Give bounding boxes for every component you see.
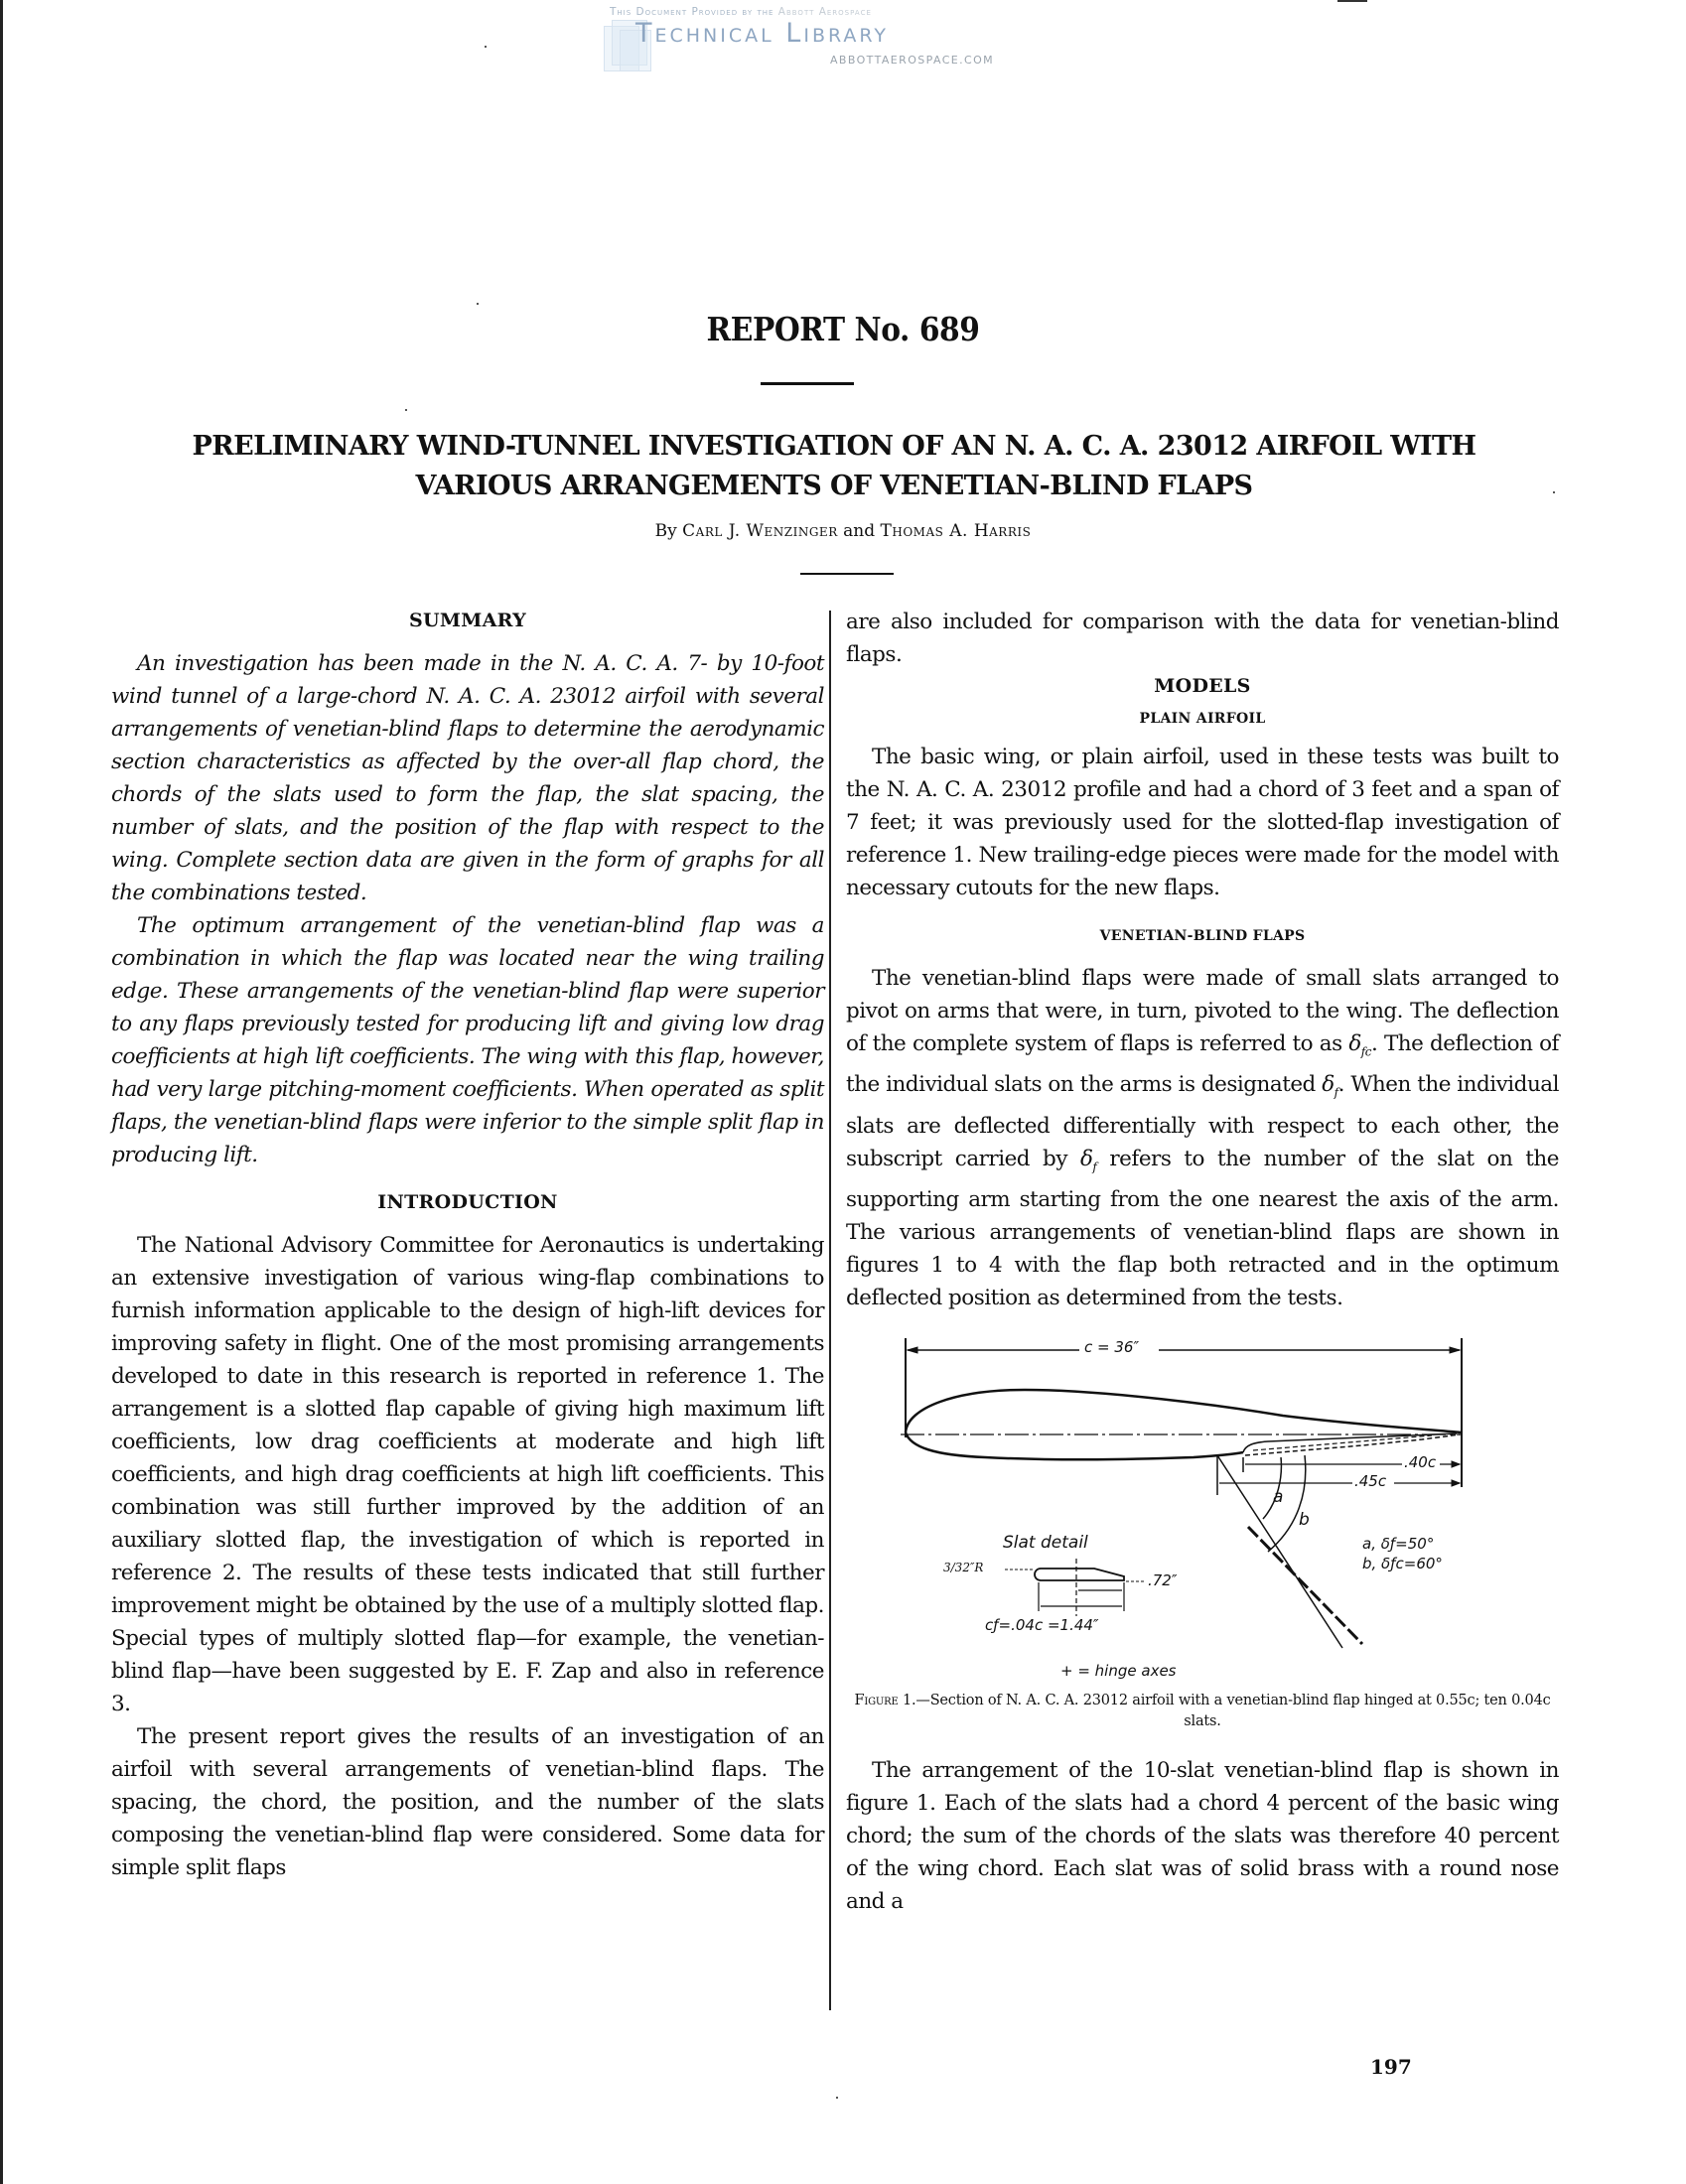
watermark-provided-by: This Document Provided by the Abbott Aerospace — [610, 6, 872, 18]
scan-speck — [405, 409, 407, 411]
byline: By Carl J. Wenzinger and Thomas A. Harris — [654, 521, 1032, 541]
author-name: Carl J. Wenzinger — [682, 521, 838, 541]
models-heading: MODELS — [1154, 675, 1251, 697]
intro-paragraph: The present report gives the results of an investigation of an airfoil with several arrangements of venetian-blind flaps. The spacing, the chord, the position, and the number of the slats composing the venetian-blind flap were considered. Some data for simple split flaps — [111, 1724, 824, 1880]
title-rule-bottom — [800, 573, 894, 575]
figure-1-airfoil-diagram — [846, 1328, 1559, 1680]
author-name: Thomas A. Harris — [880, 521, 1032, 541]
venetian-blind-paragraph: The venetian-blind flaps were made of small slats arranged to pivot on arms that were, in turn, pivoted to the wing. The deflection of the complete system of flaps is referred to as $\delta_{fc}$. The deflection of the individual slats on the arms is designated $\delta_f$. When the individual slats are deflected differentially with respect to each other, the subscript carried by $\delta_f$ refers to the number of the slat on the supporting arm starting from the one nearest the axis of the arm. The various arrangements of venetian-blind flaps are shown in figures 1 to 4 with the flap both retracted and in the optimum deflected position as determined from the tests. — [846, 966, 1560, 1310]
airfoil-section-drawing — [846, 1328, 1559, 1651]
arrangement-paragraph: The arrangement of the 10-slat venetian-blind flap is shown in figure 1. Each of the slats had a chord 4 percent of the basic wing chord; the sum of the chords of the slats was therefore 40 percent of the wing chord. Each slat was of solid brass with a round nose and a — [846, 1757, 1559, 1914]
paper-title: PRELIMINARY WIND-TUNNEL INVESTIGATION OF AN N. A. C. A. 23012 AIRFOIL WITH VARIOUS ARRANGEMENTS OF VENETIAN-BLIND FLAPS — [192, 431, 1476, 501]
summary-heading: SUMMARY — [409, 610, 526, 631]
angle-b-label: b — [1299, 1509, 1310, 1530]
left-column — [111, 606, 824, 1884]
angle-a-label: a — [1273, 1486, 1284, 1507]
scan-speck — [485, 46, 487, 48]
slat-detail-title: Slat detail — [1003, 1532, 1088, 1553]
plain-airfoil-heading: PLAIN AIRFOIL — [1139, 711, 1266, 727]
abbott-aerospace-watermark — [596, 4, 1072, 75]
slat-chord-label: cƒ=.04c =1.44″ — [985, 1615, 1099, 1634]
slat-nose-radius-label: 3/32″R — [943, 1560, 984, 1574]
dimension-45c-label: .45c — [1354, 1471, 1387, 1490]
deflection-legend: a, δƒ=50° b, δƒc=60° — [1362, 1534, 1443, 1572]
plain-airfoil-paragraph: The basic wing, or plain airfoil, used in these tests was built to the N. A. C. A. 23012 profile and had a chord of 3 feet and a span of 7 feet; it was previously used for the slotted-flap investigation of reference 1. New trailing-edge pieces were made for the model with necessary cutouts for the new flaps. — [846, 745, 1559, 900]
figure-1-caption: Figure 1.—Section of N. A. C. A. 23012 airfoil with a venetian-blind flap hinged at 0.55c; ten 0.04c slats. — [854, 1692, 1551, 1729]
scan-speck — [836, 2097, 838, 2099]
column-divider — [829, 611, 831, 2010]
summary-paragraph: An investigation has been made in the N. A. C. A. 7- by 10-foot wind tunnel of a large-chord N. A. C. A. 23012 airfoil with several arrangements of venetian-blind flaps to determine the aerodynamic section characteristics as affected by the over-all flap chord, the chords of the slats used to form the flap, the slat spacing, the number of slats, and the position of the flap with respect to the wing. Complete section data are given in the form of graphs for all the combinations tested. — [111, 651, 824, 905]
scan-speck — [477, 303, 479, 305]
summary-paragraph: The optimum arrangement of the venetian-blind flap was a combination in which the flap was located near the wing trailing edge. These arrangements of the venetian-blind flap were superior to any flaps previously tested for producing lift and giving low drag coefficients at high lift coefficients. The wing with this flap, however, had very large pitching-moment coefficients. When operated as split flaps, the venetian-blind flaps were inferior to the simple split flap in producing lift. — [111, 913, 824, 1167]
top-crop-mark — [1337, 0, 1367, 2]
chord-dimension-label: c = 36″ — [1080, 1338, 1143, 1356]
hinge-axes-note: + = hinge axes — [1060, 1661, 1177, 1680]
watermark-url: ABBOTTAEROSPACE.COM — [830, 54, 995, 67]
page-number: 197 — [1370, 2055, 1412, 2079]
venetian-blind-heading: VENETIAN-BLIND FLAPS — [1099, 928, 1306, 944]
intro-paragraph: The National Advisory Committee for Aeronautics is undertaking an extensive investigation of various wing-flap combinations to furnish information applicable to the design of high-lift devices for improving safety in flight. One of the most promising arrangements developed to date in this research is reported in reference 1. The arrangement is a slotted flap capable of giving high maximum lift coefficients, low drag coefficients at moderate and high lift coefficients, and high drag coefficients at high lift coefficients. This combination was still further improved by the addition of an auxiliary slotted flap, the investigation of which is reported in reference 2. The results of these tests indicated that still further improvement might be obtained by the use of a multiply slotted flap. Special types of multiply slotted flap—for example, the venetian-blind flap—have been suggested by E. F. Zap and also in reference 3. — [111, 1233, 824, 1716]
title-rule-top — [761, 382, 854, 385]
right-column — [846, 606, 1559, 1918]
watermark-technical-library: Technical Library — [635, 18, 890, 49]
dimension-40c-label: .40c — [1404, 1452, 1437, 1471]
continuation-paragraph: are also included for comparison with the data for venetian-blind flaps. — [846, 610, 1559, 667]
page-left-edge — [0, 0, 3, 2184]
introduction-heading: INTRODUCTION — [377, 1191, 558, 1213]
report-number: REPORT No. 689 — [706, 310, 980, 348]
slat-half-chord-label: .72″ — [1148, 1570, 1178, 1589]
